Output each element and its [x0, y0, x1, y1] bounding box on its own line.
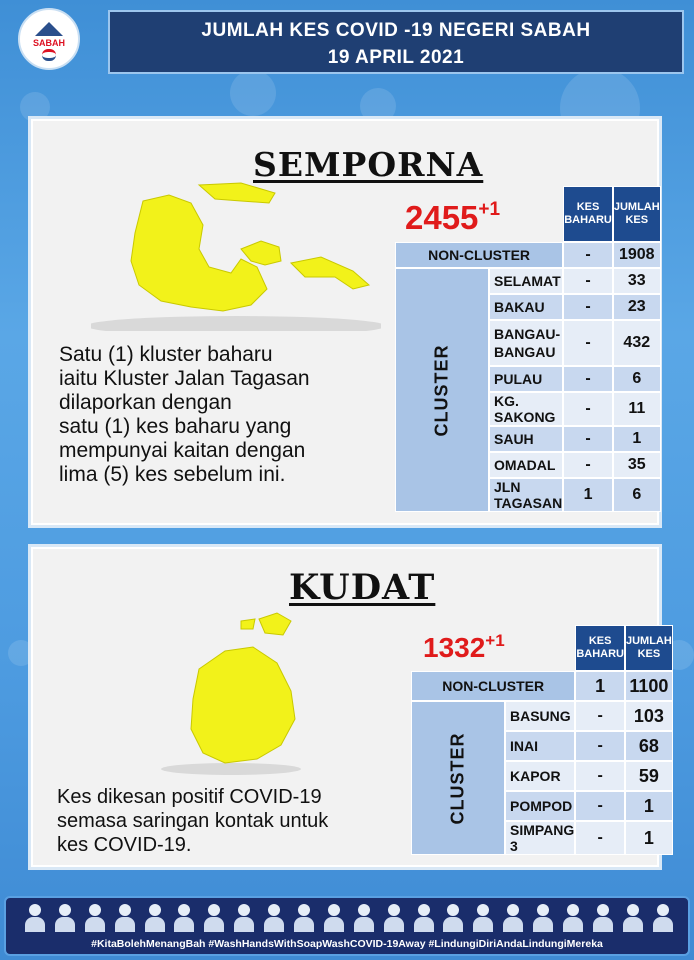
total-value: 1332	[423, 632, 486, 663]
cell-new: -	[563, 366, 613, 392]
cell-total: 432	[613, 320, 661, 366]
cluster-name: SELAMAT	[489, 268, 563, 294]
cluster-name: INAI	[505, 731, 575, 761]
cell-total: 35	[613, 452, 661, 478]
person-icon	[652, 904, 674, 932]
cluster-label: CLUSTER	[411, 701, 505, 855]
person-icon	[24, 904, 46, 932]
semporna-description	[59, 343, 399, 487]
semporna-panel	[28, 116, 662, 528]
description-line: Kes dikesan positif COVID-19	[57, 786, 322, 808]
non-cluster-label: NON-CLUSTER	[411, 671, 575, 701]
cell-new: -	[563, 452, 613, 478]
cell-total: 103	[625, 701, 673, 731]
description-line: semasa saringan kontak untuk	[57, 810, 329, 832]
col-header-new: KES BAHARU	[563, 186, 613, 242]
cell-new: -	[563, 242, 613, 268]
cell-new: -	[563, 392, 613, 426]
table-row	[395, 268, 661, 294]
table-row-non-cluster	[395, 242, 661, 268]
cell-total: 6	[613, 366, 661, 392]
semporna-map-icon	[91, 181, 381, 331]
cell-total: 33	[613, 268, 661, 294]
cell-new: 1	[575, 671, 625, 701]
person-icon	[413, 904, 435, 932]
person-icon	[472, 904, 494, 932]
cell-new: -	[575, 791, 625, 821]
person-icon	[84, 904, 106, 932]
description-line: Satu (1) kluster baharu	[59, 343, 273, 366]
cell-new: -	[563, 426, 613, 452]
description-line: kes COVID-19.	[57, 834, 192, 856]
person-icon	[323, 904, 345, 932]
cluster-name: BANGAU- BANGAU	[489, 320, 563, 366]
hashtags: #KitaBolehMenangBah #WashHandsWithSoapWashCOVID-19Away #LindungiDiriAndaLindungiMereka	[91, 938, 603, 950]
cluster-name: BAKAU	[489, 294, 563, 320]
person-icon	[173, 904, 195, 932]
page-title	[108, 10, 684, 74]
cell-total: 1100	[625, 671, 673, 701]
cell-total: 1908	[613, 242, 661, 268]
person-icon	[144, 904, 166, 932]
mountain-icon	[35, 22, 63, 36]
col-header-new: KES BAHARU	[575, 625, 625, 671]
cluster-name: SIMPANG 3	[505, 821, 575, 855]
logo-swoosh-icon	[42, 49, 56, 61]
cluster-name: JLN TAGASAN	[489, 478, 563, 512]
cell-total: 1	[625, 821, 673, 855]
virus-decoration	[230, 70, 276, 116]
cell-new: 1	[563, 478, 613, 512]
person-icon	[442, 904, 464, 932]
person-icon	[353, 904, 375, 932]
cell-total: 1	[613, 426, 661, 452]
cluster-label: CLUSTER	[395, 268, 489, 512]
person-icon	[532, 904, 554, 932]
person-icon	[203, 904, 225, 932]
person-icon	[293, 904, 315, 932]
person-icon	[263, 904, 285, 932]
person-icon	[383, 904, 405, 932]
description-line: satu (1) kes baharu yang	[59, 415, 292, 438]
description-line: iaitu Kluster Jalan Tagasan	[59, 367, 310, 390]
person-icon	[622, 904, 644, 932]
kudat-cases-table	[411, 625, 673, 855]
district-name-semporna: SEMPORNA	[253, 145, 484, 184]
total-value: 2455	[405, 199, 479, 236]
cluster-name: SAUH	[489, 426, 563, 452]
district-name-kudat: KUDAT	[289, 567, 436, 608]
cell-total: 23	[613, 294, 661, 320]
description-line: lima (5) kes sebelum ini.	[59, 463, 286, 486]
description-line: mempunyai kaitan dengan	[59, 439, 306, 462]
non-cluster-label: NON-CLUSTER	[395, 242, 563, 268]
cluster-name: BASUNG	[505, 701, 575, 731]
kudat-description	[57, 785, 407, 857]
new-cases-superscript: +1	[478, 199, 501, 220]
cell-total: 68	[625, 731, 673, 761]
new-cases-superscript: +1	[485, 631, 505, 650]
table-row-non-cluster	[411, 671, 673, 701]
cluster-name: OMADAL	[489, 452, 563, 478]
cell-total: 11	[613, 392, 661, 426]
title-line-2: 19 APRIL 2021	[327, 47, 465, 68]
logo-text: SABAH	[32, 37, 65, 48]
col-header-total: JUMLAH KES	[625, 625, 673, 671]
cell-new: -	[563, 294, 613, 320]
title-line-1: JUMLAH KES COVID -19 NEGERI SABAH	[201, 20, 591, 41]
person-icon	[114, 904, 136, 932]
cell-total: 59	[625, 761, 673, 791]
cell-new: -	[563, 320, 613, 366]
person-icon	[233, 904, 255, 932]
semporna-cases-table	[395, 186, 661, 512]
table-row	[411, 701, 673, 731]
description-line: dilaporkan dengan	[59, 391, 232, 414]
cluster-name: KAPOR	[505, 761, 575, 791]
cluster-name: KG. SAKONG	[489, 392, 563, 426]
kudat-panel	[28, 544, 672, 870]
cell-new: -	[575, 821, 625, 855]
person-icon	[592, 904, 614, 932]
kudat-map-icon	[141, 607, 341, 777]
cell-new: -	[575, 761, 625, 791]
person-icon	[562, 904, 584, 932]
cell-total: 1	[625, 791, 673, 821]
cell-new: -	[575, 731, 625, 761]
cluster-name: POMPOD	[505, 791, 575, 821]
col-header-total: JUMLAH KES	[613, 186, 661, 242]
sabah-logo	[18, 8, 80, 70]
people-figures	[24, 904, 674, 934]
cell-new: -	[563, 268, 613, 294]
cell-total: 6	[613, 478, 661, 512]
person-icon	[54, 904, 76, 932]
cluster-name: PULAU	[489, 366, 563, 392]
cell-new: -	[575, 701, 625, 731]
footer-banner	[4, 896, 690, 956]
person-icon	[502, 904, 524, 932]
